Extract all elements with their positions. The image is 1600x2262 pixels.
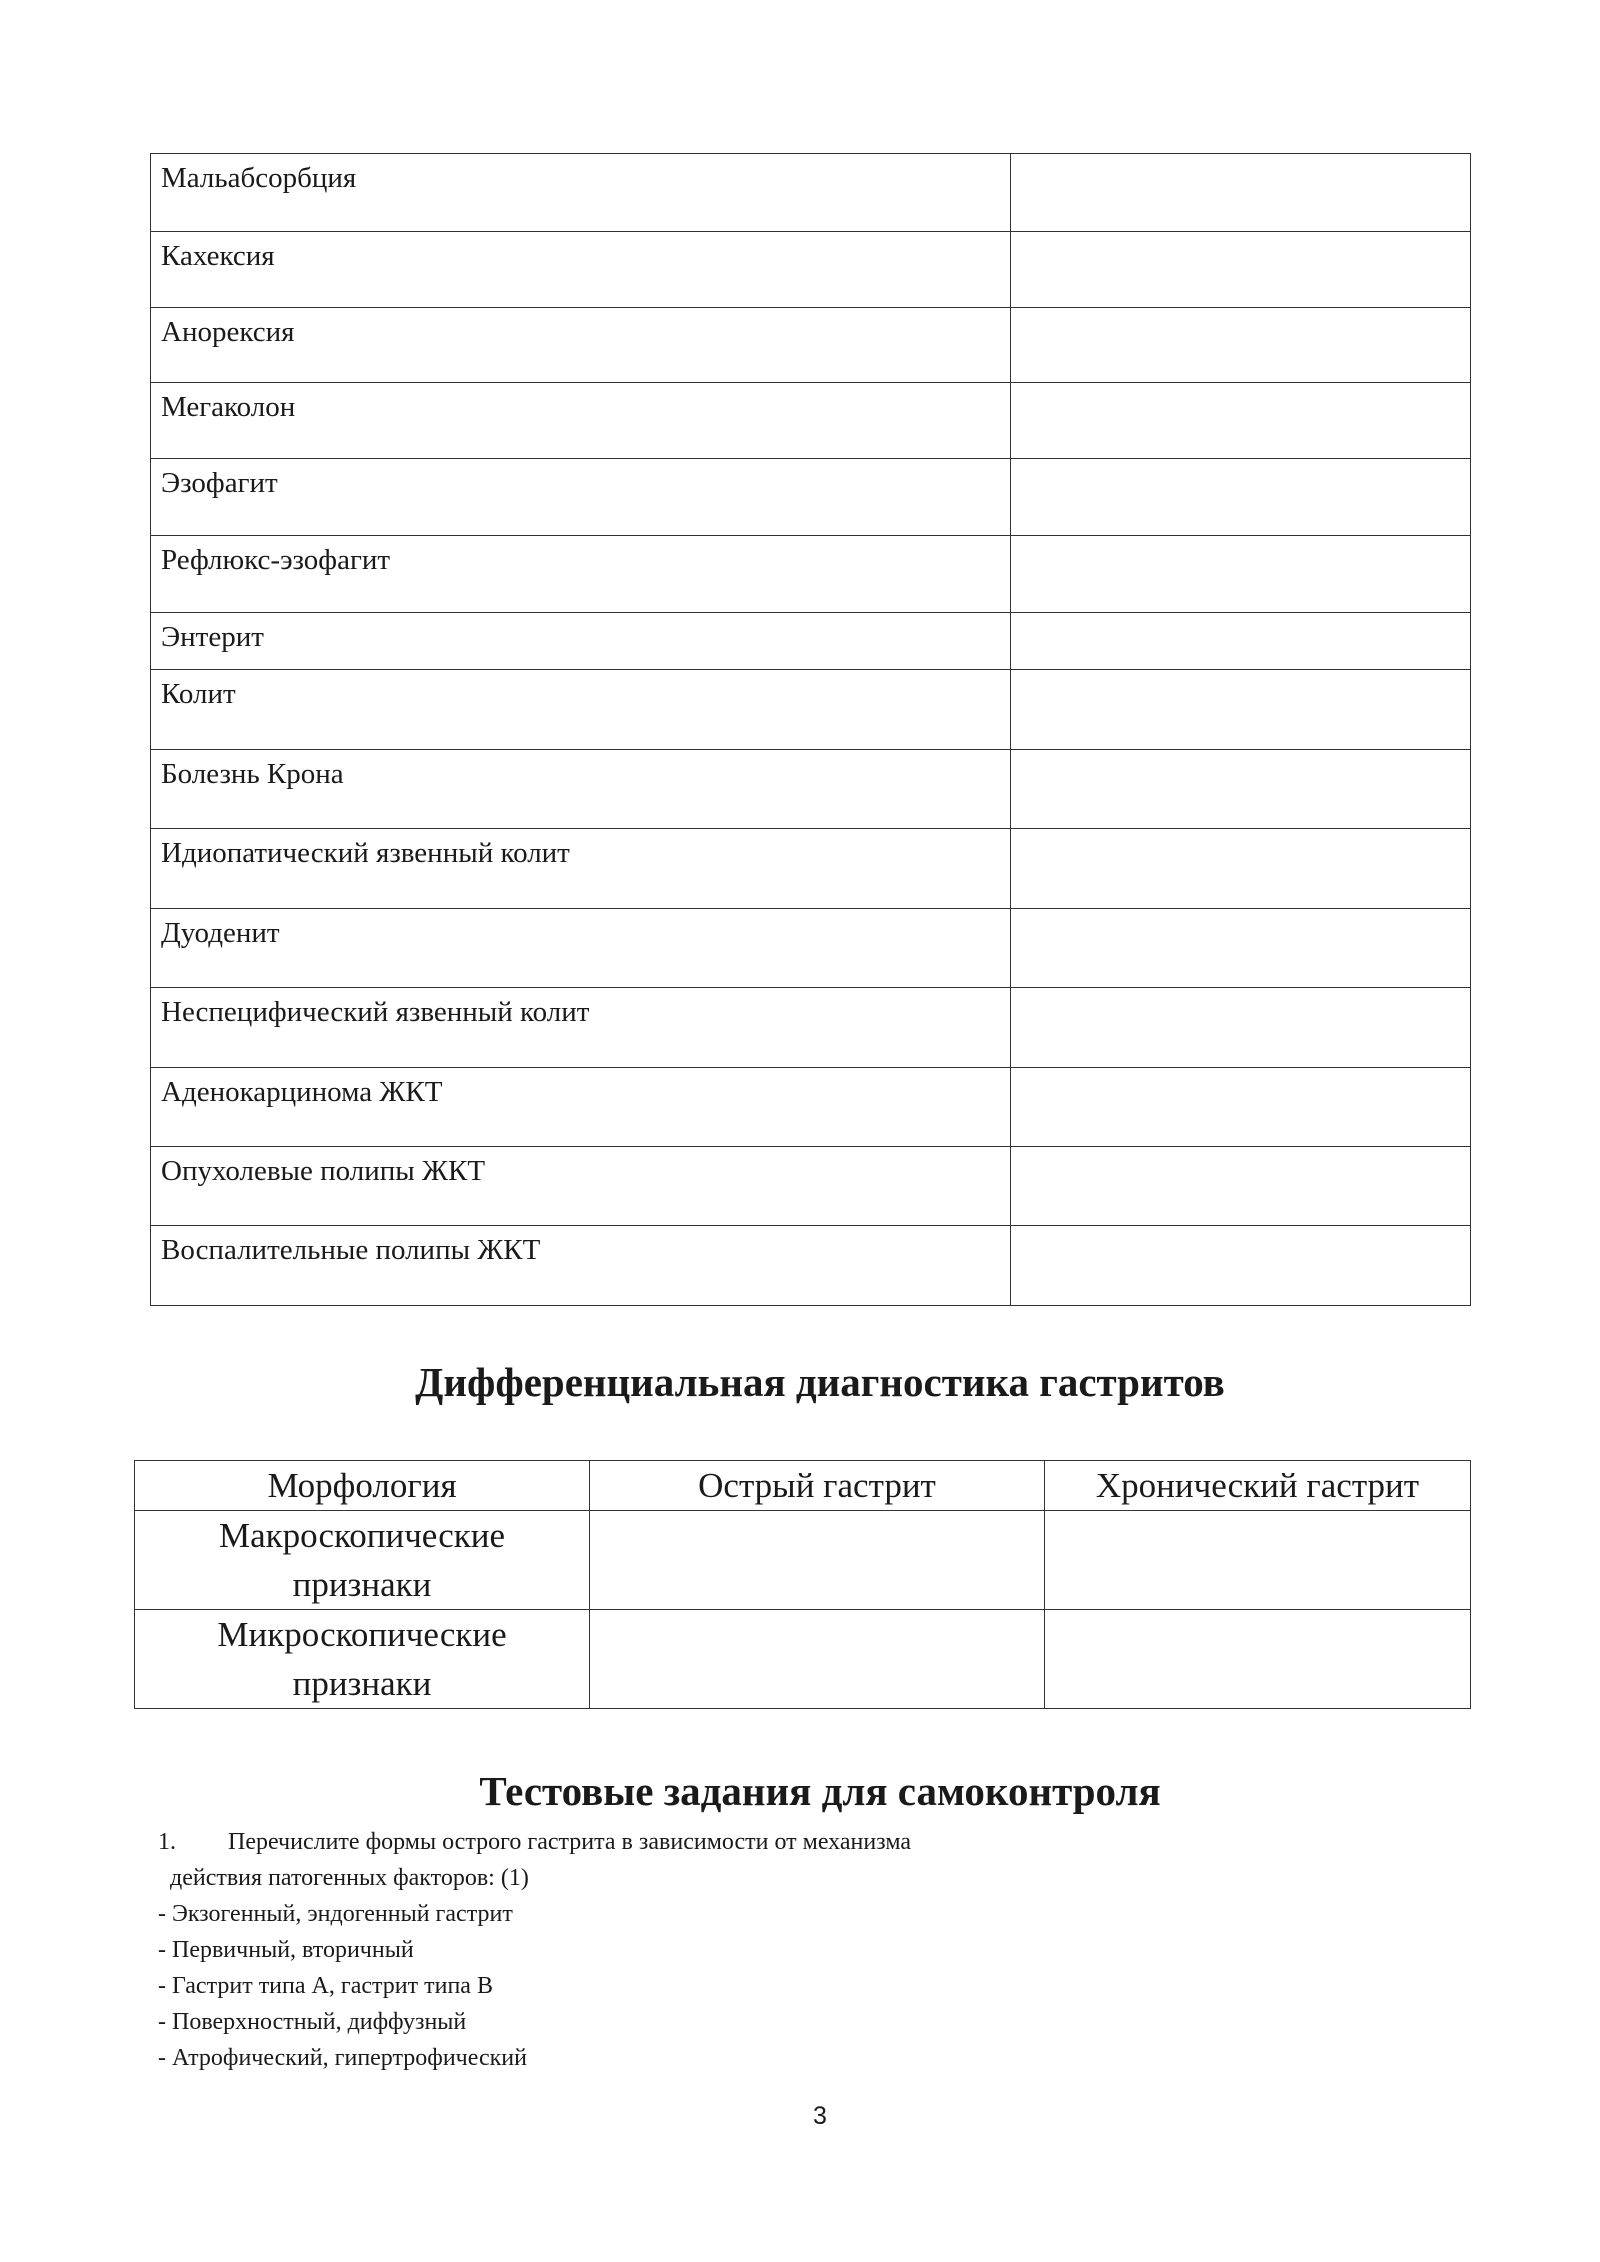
term-cell: Болезнь Крона <box>151 750 1011 829</box>
term-cell: Опухолевые полипы ЖКТ <box>151 1147 1011 1226</box>
definition-cell[interactable] <box>1011 536 1471 613</box>
table-row <box>151 750 1471 829</box>
term-cell: Дуоденит <box>151 909 1011 988</box>
table-row <box>151 459 1471 536</box>
table-row <box>151 988 1471 1068</box>
term-cell: Эзофагит <box>151 459 1011 536</box>
row-label-cell <box>135 1610 590 1709</box>
term-cell: Мегаколон <box>151 383 1011 459</box>
definition-cell[interactable] <box>1011 909 1471 988</box>
definition-cell[interactable] <box>1011 988 1471 1068</box>
question-text <box>158 1824 1158 1860</box>
question-block <box>158 1824 1158 2076</box>
table-row <box>151 383 1471 459</box>
table-row <box>151 1226 1471 1306</box>
question-text-line: действия патогенных факторов: (1) <box>170 1865 529 1891</box>
table-row <box>151 536 1471 613</box>
term-cell: Энтерит <box>151 613 1011 670</box>
question-number: 1. <box>158 1829 176 1855</box>
definition-cell[interactable] <box>1011 1068 1471 1147</box>
table-row <box>151 308 1471 383</box>
table-row <box>151 613 1471 670</box>
answer-option[interactable]: - Экзогенный, эндогенный гастрит <box>158 1901 513 1927</box>
term-cell: Мальабсорбция <box>151 154 1011 232</box>
definition-cell[interactable] <box>1011 308 1471 383</box>
definition-cell[interactable] <box>1011 1226 1471 1306</box>
table-row <box>135 1610 1471 1709</box>
term-cell: Аденокарцинома ЖКТ <box>151 1068 1011 1147</box>
term-cell: Колит <box>151 670 1011 750</box>
definition-cell[interactable] <box>1011 459 1471 536</box>
terms-table <box>150 153 1471 1306</box>
row-label-line: Микроскопические <box>217 1615 507 1654</box>
answer-option[interactable]: - Атрофический, гипертрофический <box>158 2045 527 2071</box>
table-row <box>151 670 1471 750</box>
question-text-line: Перечислите формы острого гастрита в зависимости от механизма <box>228 1829 911 1855</box>
column-header: Острый гастрит <box>590 1461 1045 1511</box>
diff-table <box>134 1460 1471 1709</box>
table-row <box>135 1511 1471 1610</box>
answer-option[interactable]: - Поверхностный, диффузный <box>158 2009 467 2035</box>
table-row <box>151 829 1471 909</box>
row-label-line: Макроскопические <box>218 1516 506 1555</box>
row-label-cell <box>135 1511 590 1610</box>
chronic-cell[interactable] <box>1045 1610 1471 1709</box>
table-row <box>151 909 1471 988</box>
definition-cell[interactable] <box>1011 670 1471 750</box>
chronic-cell[interactable] <box>1045 1511 1471 1610</box>
acute-cell[interactable] <box>590 1610 1045 1709</box>
column-header: Морфология <box>135 1461 590 1511</box>
definition-cell[interactable] <box>1011 829 1471 909</box>
answer-option[interactable]: - Первичный, вторичный <box>158 1937 414 1963</box>
definition-cell[interactable] <box>1011 750 1471 829</box>
row-label-line: признаки <box>292 1664 432 1703</box>
table-row <box>151 232 1471 308</box>
acute-cell[interactable] <box>590 1511 1045 1610</box>
definition-cell[interactable] <box>1011 383 1471 459</box>
term-cell: Воспалительные полипы ЖКТ <box>151 1226 1011 1306</box>
definition-cell[interactable] <box>1011 154 1471 232</box>
definition-cell[interactable] <box>1011 1147 1471 1226</box>
table-row <box>151 1147 1471 1226</box>
term-cell: Неспецифический язвенный колит <box>151 988 1011 1068</box>
term-cell: Анорексия <box>151 308 1011 383</box>
term-cell: Кахексия <box>151 232 1011 308</box>
column-header: Хронический гастрит <box>1045 1461 1471 1511</box>
table-row <box>151 1068 1471 1147</box>
table-header-row <box>135 1461 1471 1511</box>
answer-option[interactable]: - Гастрит типа А, гастрит типа В <box>158 1973 493 1999</box>
table-row <box>151 154 1471 232</box>
section-heading-diff: Дифференциальная диагностика гастритов <box>415 1359 1225 1405</box>
row-label-line: признаки <box>292 1565 432 1604</box>
term-cell: Рефлюкс-эзофагит <box>151 536 1011 613</box>
section-heading-test: Тестовые задания для самоконтроля <box>479 1768 1161 1814</box>
definition-cell[interactable] <box>1011 613 1471 670</box>
definition-cell[interactable] <box>1011 232 1471 308</box>
page-number: 3 <box>813 2102 827 2130</box>
term-cell: Идиопатический язвенный колит <box>151 829 1011 909</box>
